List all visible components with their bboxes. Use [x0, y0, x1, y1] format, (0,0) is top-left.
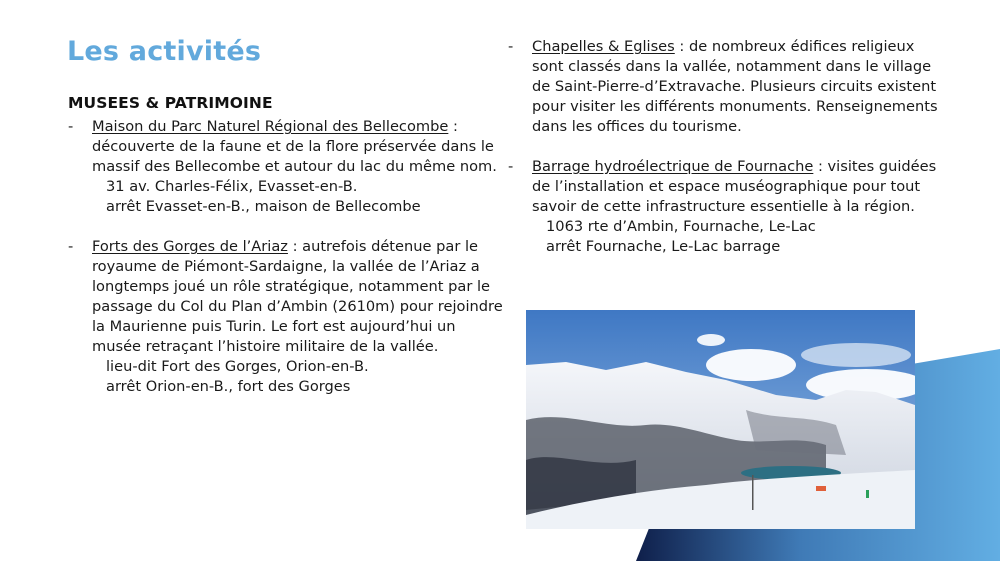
bullet-dash: -: [68, 238, 74, 255]
item-description: : visites guidées de l’installation et espace muséographique pour tout savoir de cette infrastructure essentielle à la région.: [532, 158, 937, 215]
item-description: : découverte de la faune et de la flore préservée dans le massif des Bellecombe et autour du lac du même nom.: [92, 118, 497, 175]
item-stop: arrêt Evasset-en-B., maison de Bellecombe: [106, 198, 421, 215]
bullet-dash: -: [68, 118, 74, 135]
item-address: 1063 rte d’Ambin, Fournache, Le-Lac: [546, 218, 816, 235]
item-stop: arrêt Fournache, Le-Lac barrage: [546, 238, 781, 255]
item-name-link[interactable]: Chapelles & Eglises: [532, 38, 675, 55]
bullet-dash: -: [508, 38, 514, 55]
item-address: 31 av. Charles-Félix, Evasset-en-B.: [106, 178, 358, 195]
item-stop: arrêt Orion-en-B., fort des Gorges: [106, 378, 351, 395]
section-heading: MUSEES & PATRIMOINE: [68, 94, 273, 112]
item-description: : de nombreux édifices religieux sont classés dans la vallée, notamment dans le village de Saint-Pierre-d’Extravache. Plusieurs circuits existent pour visiter les différents monuments. Renseignements dans les offices du tourisme.: [532, 38, 938, 135]
item-name-link[interactable]: Maison du Parc Naturel Régional des Bellecombe: [92, 118, 449, 135]
bullet-dash: -: [508, 158, 514, 175]
item-name-link[interactable]: Barrage hydroélectrique de Fournache: [532, 158, 814, 175]
item-description: : autrefois détenue par le royaume de Piémont-Sardaigne, la vallée de l’Ariaz a longtemps joué un rôle stratégique, notamment par le passage du Col du Plan d’Ambin (2610m) pour rejoindre la Maurienne puis Turin. Le fort est aujourd’hui un musée retraçant l’histoire militaire de la vallée.: [92, 238, 503, 355]
mountain-photo: [526, 310, 915, 529]
item-name-link[interactable]: Forts des Gorges de l’Ariaz: [92, 238, 288, 255]
page-title: Les activités: [67, 36, 262, 67]
landscape-image: [526, 310, 915, 529]
item-address: lieu-dit Fort des Gorges, Orion-en-B.: [106, 358, 369, 375]
